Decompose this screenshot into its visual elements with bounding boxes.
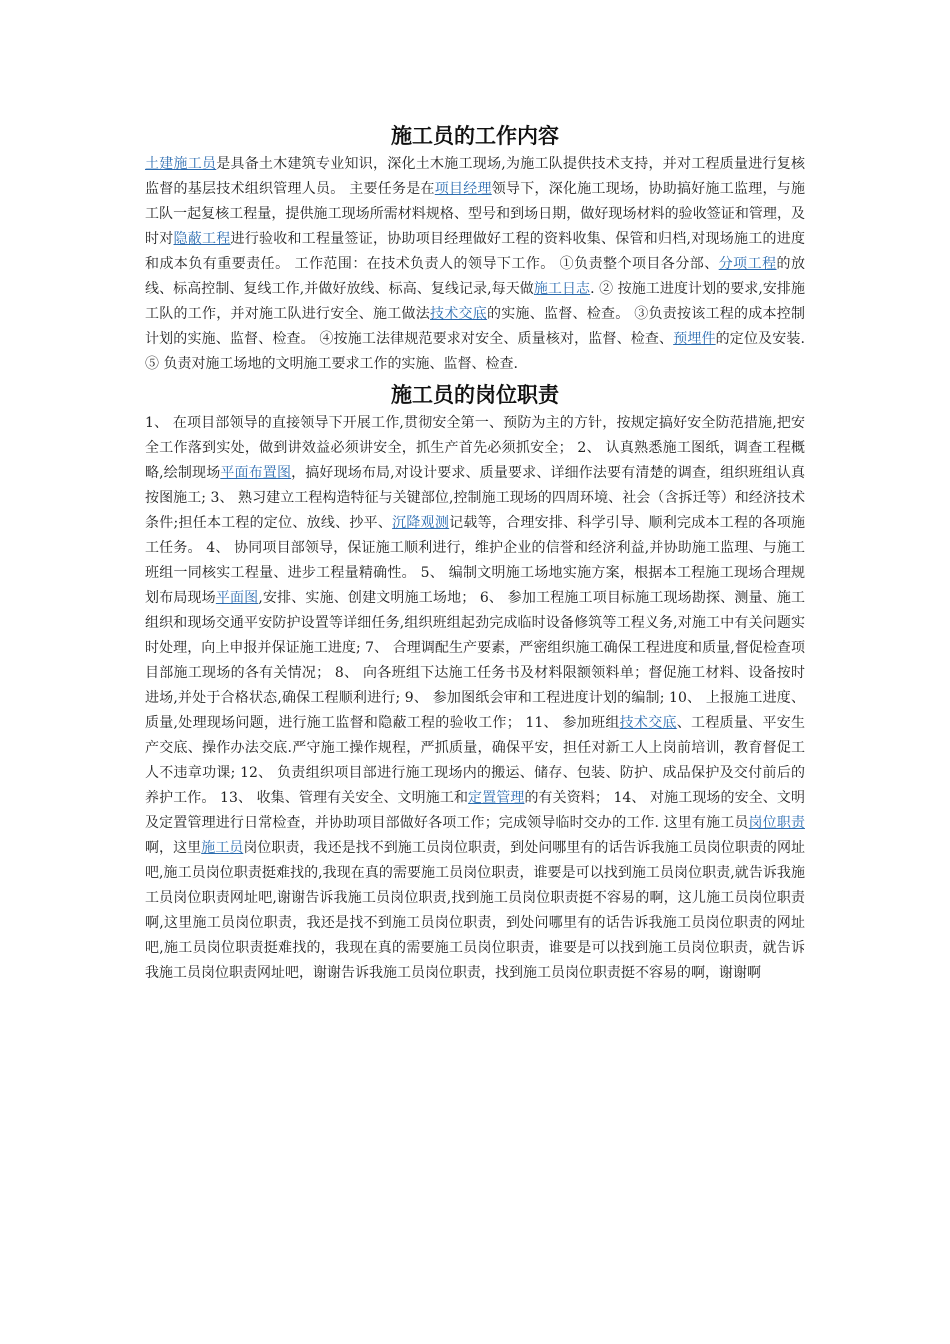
section-title-work-content: 施工员的工作内容	[391, 124, 559, 148]
paragraph-text: 的有关资料； 14、 对施工现场的安全、文明及定置管理进行日常检查，并协助项目部做好各项工作；完成领导临时交办的工作. 这里有施工员	[145, 790, 805, 831]
paragraph-text: 是具备土木建筑专业知识，深化土木施工现场,为施工队提供技术支持，并对工程质量进行复核监督的基层技术组织管理人员。 主要任务是在	[145, 156, 806, 197]
hyperlink[interactable]: 平面图	[215, 590, 259, 606]
hyperlink[interactable]: 预埋件	[673, 331, 716, 347]
hyperlink[interactable]: 施工日志	[533, 281, 591, 297]
paragraph-text: ,安排、实施、创建文明施工场地； 6、 参加工程施工项目标施工现场勘探、测量、施工组织和现场交通平安防护设置等详细任务,组织班组起劲完成临时设备修筑等工程义务,对施工中有关问题实时处理，向上申报并保证施工进度; 7、 合理调配生产要素，严密组织施工确保工程进度和质量,督促检查项目部施工现场的各有关情况； 8、 向各班组下达施工任务书及材料限额领料单；督促施工材料、设备按时进场,并处于合格状态,确保工程顺利进行; 9、 参加图纸会审和工程进度计划的编制; 10、 上报施工进度、质量,处理现场问题，进行施工监督和隐蔽工程的验收工作； 11、 参加班组	[145, 590, 806, 731]
hyperlink[interactable]: 土建施工员	[145, 156, 217, 172]
job-duties-paragraph	[145, 411, 805, 986]
paragraph-text: 进行验收和工程量签证，协助项目经理做好工程的资料收集、保管和归档,对现场施工的进度和成本负有重要责任。 工作范围：在技术负责人的领导下工作。 ①负责整个项目各分部、	[145, 231, 806, 272]
paragraph-text: 领导下，深化施工现场，协助搞好施工监理，与施工队一起复核工程量，提供施工现场所需材料规格、型号和到场日期，做好现场材料的验收签证和管理，及时对	[145, 181, 806, 247]
section-title-job-duties: 施工员的岗位职责	[391, 383, 559, 407]
paragraph-text: . ② 按施工进度计划的要求,安排施工队的工作，并对施工队进行安全、施工做法	[145, 281, 805, 322]
paragraph-text: 的实施、监督、检查。 ③负责按该工程的成本控制计划的实施、监督、检查。 ④按施工法律规范要求对安全、质量核对，监督、检查、	[145, 306, 806, 347]
paragraph-text: 岗位职责，我还是找不到施工员岗位职责，到处问哪里有的话告诉我施工员岗位职责的网址吧,施工员岗位职责挺难找的,我现在真的需要施工员岗位职责，谁要是可以找到施工员岗位职责,就告诉我施工员岗位职责网址吧,谢谢告诉我施工员岗位职责,找到施工员岗位职责挺不容易的啊，这儿施工员岗位职责啊,这里施工员岗位职责，我还是找不到施工员岗位职责，到处问哪里有的话告诉我施工员岗位职责的网址吧,施工员岗位职责挺难找的，我现在真的需要施工员岗位职责，谁要是可以找到施工员岗位职责，就告诉我施工员岗位职责网址吧，谢谢告诉我施工员岗位职责，找到施工员岗位职责挺不容易的啊，谢谢啊	[145, 840, 806, 981]
hyperlink[interactable]: 技术交底	[619, 715, 677, 731]
hyperlink[interactable]: 项目经理	[434, 181, 492, 197]
hyperlink[interactable]: 分项工程	[718, 256, 777, 272]
hyperlink[interactable]: 岗位职责	[748, 815, 805, 831]
work-content-paragraph	[145, 152, 805, 377]
hyperlink[interactable]: 施工员	[201, 840, 244, 856]
paragraph-text: 的放线、标高控制、复线工作,并做好放线、标高、复线记录,每天做	[145, 256, 806, 297]
paragraph-text: ，搞好现场布局,对设计要求、质量要求、详细作法要有清楚的调查，组织班组认真按图施工; 3、 熟习建立工程构造特征与关键部位,控制施工现场的四周环境、社会（含拆迁等）和经济技术条件;担任本工程的定位、放线、抄平、	[145, 465, 806, 531]
hyperlink[interactable]: 沉降观测	[392, 515, 450, 531]
hyperlink[interactable]: 隐蔽工程	[173, 231, 231, 247]
document-content	[145, 120, 805, 986]
paragraph-text: 记载等，合理安排、科学引导、顺利完成本工程的各项施工任务。 4、 协同项目部领导，保证施工顺利进行，维护企业的信誉和经济利益,并协助施工监理、与施工班组一同核实工程量、进步工程量精确性。 5、 编制文明施工场地实施方案，根据本工程施工现场合理规划布局现场	[145, 515, 806, 606]
hyperlink[interactable]: 定置管理	[468, 790, 525, 806]
paragraph-text: 1、 在项目部领导的直接领导下开展工作,贯彻安全第一、预防为主的方针，按规定搞好安全防范措施,把安全工作落到实处，做到讲效益必须讲安全，抓生产首先必须抓安全； 2、 认真熟悉施工图纸，调查工程概略,绘制现场	[145, 415, 805, 481]
hyperlink[interactable]: 技术交底	[430, 306, 488, 322]
hyperlink[interactable]: 平面布置图	[220, 465, 292, 481]
paragraph-text: 啊，这里	[145, 840, 202, 856]
paragraph-text: 、工程质量、平安生产交底、操作办法交底.严守施工操作规程，严抓质量，确保平安，担任对新工人上岗前培训，教育督促工人不违章功课; 12、 负责组织项目部进行施工现场内的搬运、储存、包装、防护、成品保护及交付前后的养护工作。 13、 收集、管理有关安全、文明施工和	[145, 715, 806, 806]
paragraph-text: 的定位及安装. ⑤ 负责对施工场地的文明施工要求工作的实施、监督、检查.	[145, 331, 805, 372]
